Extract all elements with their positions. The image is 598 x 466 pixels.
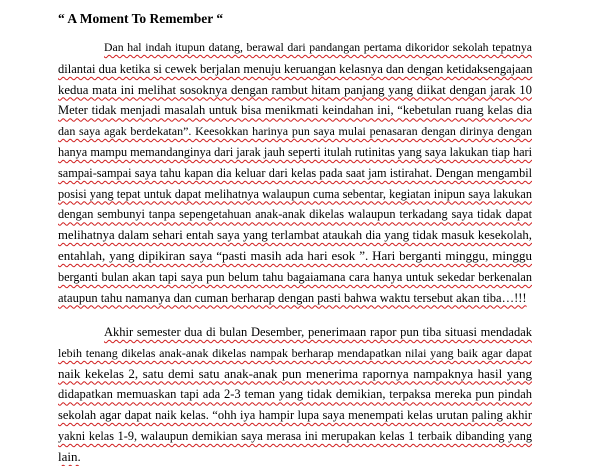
paragraph-line: Akhir semester dua di bulan Desember, penerimaan rapor pun tiba situasi mendadak (104, 325, 532, 339)
paragraph-line: yakni kelas 1-9, walaupun demikian saya merasa ini merupakan kelas 1 terbaik dibanding yang (58, 428, 532, 443)
paragraph-line: sekolah agar dapat naik kelas. “ohh iya hampir lupa saya menempati kelas urutan paling akhir (58, 408, 532, 423)
paragraph-line: kedua mata ini melihat sosoknya dengan rambut hitam panjang yang diikat dengan jarak 10 (58, 82, 532, 97)
paragraph-line: berganti bulan akan tapi saya pun belum tahu bagaiamana cara hanya untuk sekedar berkenalan (58, 269, 532, 284)
paragraph-line: didapatkan memuaskan tapi ada 2-3 teman yang tidak demikian, terpaksa mereka pun pindah (58, 387, 532, 402)
paragraph-line: lain. (58, 448, 81, 464)
paragraph-line: lebih tenang dikelas anak-anak dikelas nampak berharap mendapatkan nilai yang baik agar dapat (58, 345, 532, 360)
paragraph-line: dan saya agak berdekatan”. Keesokkan harinya pun saya mulai penasaran dengan dirinya dengan (58, 124, 532, 139)
paragraph-line: entahlah, yang dipikiran saya “pasti masih ada hari esok ”. Hari berganti minggu, minggu (58, 247, 532, 263)
document-title: “ A Moment To Remember “ (58, 11, 224, 26)
paragraph-2 (58, 322, 532, 466)
paragraph-line: dengan sembunyi tanpa sepengetahuan anak-anak dikelas walaupun terkadang saya tidak dapat (58, 207, 532, 222)
paragraph-line: posisi yang tepat untuk dapat melihatnya walaupun cuma sebentar, kegiatan inipun saya lakukan (58, 186, 532, 201)
paragraph-line: Dan hal indah itupun datang, berawal dari pandangan pertama dikoridor sekolah tepatnya (104, 41, 532, 54)
paragraph-1 (58, 38, 532, 308)
paragraph-line: hanya mampu memandanginya dari jarak jauh seperti itulah rutinitas yang saya lakukan tiap hari (58, 144, 532, 159)
paragraph-line: dilantai dua ketika si cewek berjalan menuju keruangan kelasnya dan dengan ketidaksengajaan (58, 61, 533, 76)
paragraph-line: Meter tidak menjadi masalah untuk bisa menikmati keindahan ini, “kebetulan ruang kelas dia (58, 103, 532, 118)
paragraph-line: sampai-sampai saya tahu kapan dia keluar dari kelas pada saat jam istirahat. Dengan mengambil (58, 165, 532, 180)
paragraph-line: melihatnya dalam sehari entah saya yang terlambat ataukah dia yang tidak masuk kesekolah, (58, 228, 532, 243)
paragraph-line: naik kekelas 2, satu demi satu anak-anak pun menerima rapornya nampaknya hasil yang (58, 365, 532, 381)
paragraph-line: ataupun tahu namanya dan cuman berharap dengan pasti bahwa waktu tersebut akan tiba…!!! (58, 290, 527, 305)
